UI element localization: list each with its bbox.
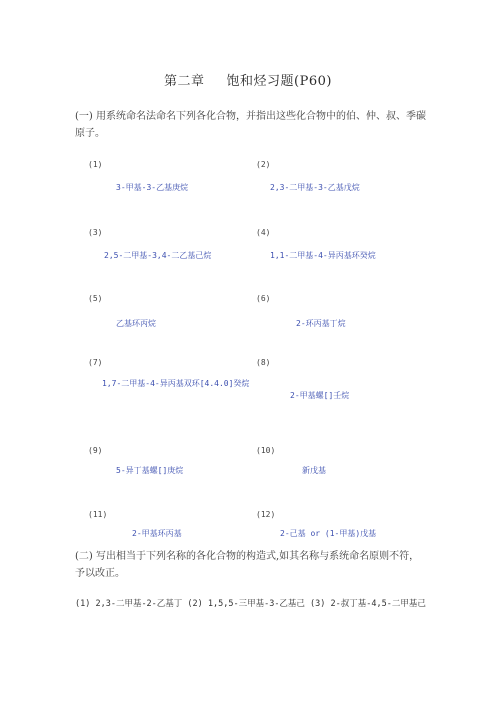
chapter-label: 第二章 <box>164 74 205 89</box>
item-number: (7) <box>88 358 103 367</box>
item-number: (9) <box>88 446 103 455</box>
compound-name: 2-甲基螺[]壬烷 <box>290 391 350 400</box>
compound-name: 2-环丙基丁烷 <box>296 319 346 328</box>
exercise-list: (1) 2,3-二甲基-2-乙基丁 (2) 1,5,5-三甲基-3-乙基己 (3) 2-叔丁基-4,5-二甲基己 <box>75 599 426 609</box>
compound-name: 2,5-二甲基-3,4-二乙基己烷 <box>104 251 212 260</box>
section-two-instruction: (二) 写出相当于下列名称的各化合物的构造式,如其名称与系统命名原则不符，予以改正。 <box>75 551 420 579</box>
item-number: (3) <box>88 228 103 237</box>
compound-name: 新戊基 <box>302 466 326 475</box>
compound-name: 2-甲基环丙基 <box>132 529 182 538</box>
chapter-heading: 饱和烃习题(P60) <box>226 74 332 89</box>
item-number: (12) <box>256 510 276 519</box>
compound-name: 1,7-二甲基-4-异丙基双环[4.4.0]癸烷 <box>102 379 250 388</box>
item-number: (8) <box>256 358 271 367</box>
section-one-instruction: (一) 用系统命名法命名下列各化合物，并指出这些化合物中的伯、仲、叔、季碳原子。 <box>75 111 426 139</box>
item-number: (4) <box>256 228 271 237</box>
item-number: (5) <box>88 294 103 303</box>
compound-name: 乙基环丙烷 <box>116 319 156 328</box>
compound-name: 2-己基 or (1-甲基)戊基 <box>280 529 377 538</box>
compound-name: 2,3-二甲基-3-乙基戊烷 <box>270 183 360 192</box>
item-number: (2) <box>256 160 271 169</box>
item-number: (10) <box>256 446 276 455</box>
compound-name: 5-异丁基螺[]庚烷 <box>116 466 184 475</box>
item-number: (11) <box>88 510 108 519</box>
item-number: (1) <box>88 160 103 169</box>
chapter-title <box>0 70 496 89</box>
compound-name: 1,1-二甲基-4-异丙基环癸烷 <box>270 251 376 260</box>
compound-name: 3-甲基-3-乙基庚烷 <box>116 183 189 192</box>
item-number: (6) <box>256 294 271 303</box>
